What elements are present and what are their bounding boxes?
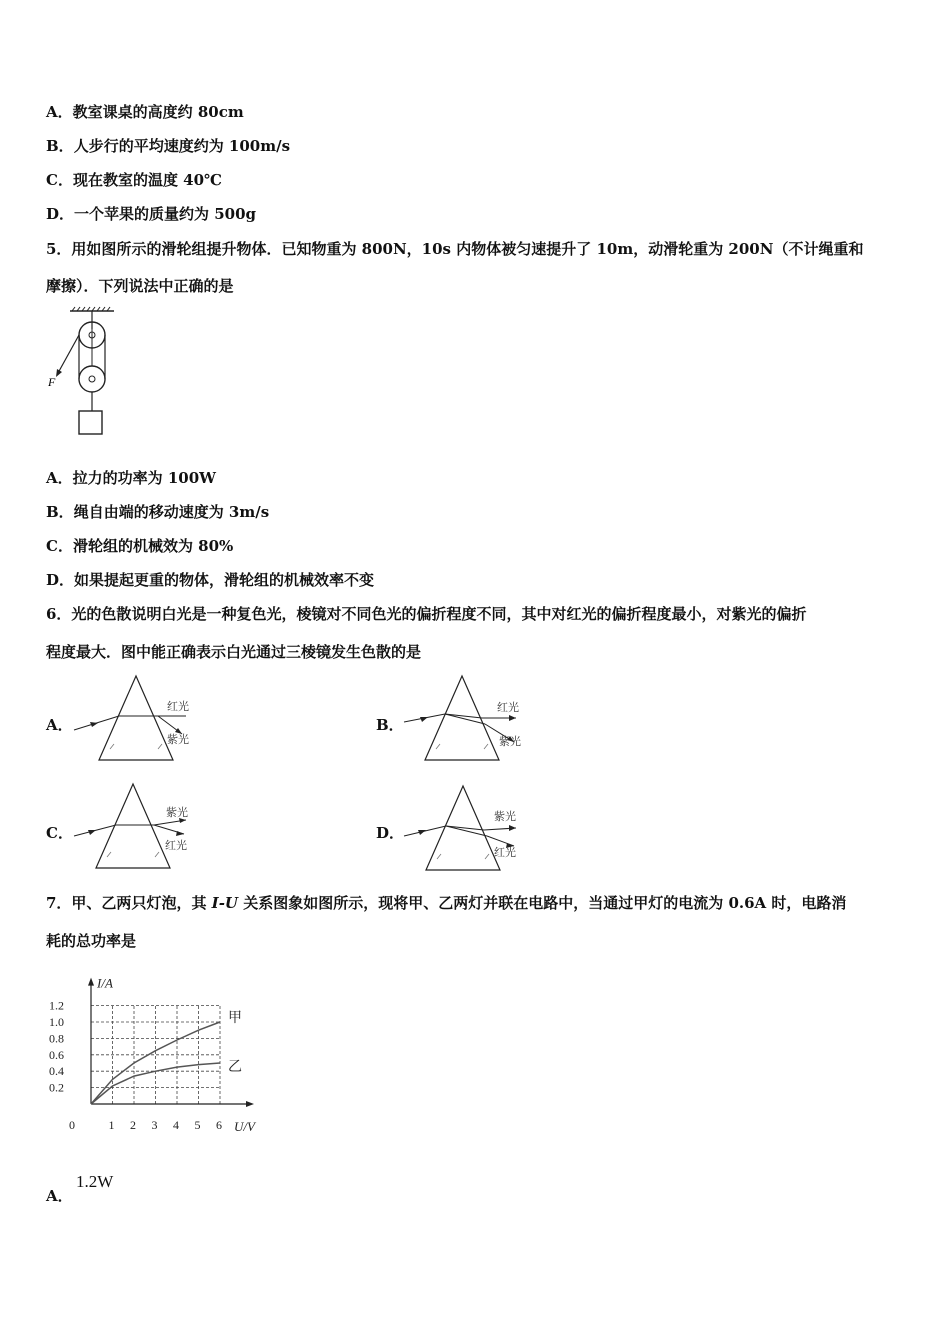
y-axis-arrow [88, 978, 94, 986]
q7-stem-line2: 耗的总功率是 [46, 932, 137, 950]
x-tick-label: 1 [108, 1118, 115, 1132]
x-tick-label: 3 [151, 1118, 158, 1132]
prism-d-top-label: 紫光 [494, 810, 516, 823]
q6-stem-line1: 6．光的色散说明白光是一种复色光，棱镜对不同色光的偏折程度不同，其中对红光的偏折程度最小，对紫光的偏折 [46, 605, 807, 623]
q5-option-c: C．滑轮组的机械效为 80% [46, 537, 234, 555]
q4-option-a: A．教室课桌的高度约 80cm [46, 103, 244, 121]
x-tick-label: 5 [194, 1118, 201, 1132]
q6-option-c-label: C． [46, 824, 73, 842]
prism-c-bottom-label: 红光 [165, 839, 187, 852]
y-tick-label: 0.8 [49, 1031, 64, 1046]
x-tick-label: 4 [173, 1118, 179, 1132]
prism-c-top-label: 紫光 [166, 806, 188, 819]
x-tick-label: 0 [69, 1118, 75, 1132]
prism-b-top-label: 红光 [497, 701, 519, 714]
q7-option-a-value: 1.2W [76, 1172, 114, 1191]
q5-option-b: B．绳自由端的移动速度为 3m/s [46, 503, 270, 521]
y-tick-label: 0.4 [49, 1064, 64, 1079]
prism-figure-b [402, 672, 532, 767]
q4-option-c: C．现在教室的温度 40℃ [46, 171, 223, 189]
iu-chart-svg [44, 962, 255, 1142]
pulley-figure [46, 305, 116, 440]
prism-b-bottom-label: 紫光 [499, 735, 521, 748]
y-tick-label: 1.0 [49, 1015, 64, 1029]
q4-option-b: B．人步行的平均速度约为 100m/s [46, 137, 291, 155]
force-label: F [48, 375, 56, 389]
prism-figure-d [402, 780, 532, 875]
prism-d-bottom-label: 红光 [494, 846, 516, 859]
y-axis-label: I/A [97, 975, 113, 991]
x-axis-arrow [246, 1101, 254, 1107]
q5-stem-line2: 摩擦）．下列说法中正确的是 [46, 277, 234, 295]
q6-option-a-label: A． [46, 716, 73, 734]
x-tick-label: 6 [216, 1118, 222, 1132]
y-tick-label: 0.2 [49, 1080, 64, 1095]
q6-option-b-label: B． [376, 716, 404, 734]
series-label: 乙 [228, 1059, 242, 1075]
q5-option-a: A．拉力的功率为 100W [46, 469, 217, 487]
x-tick-label: 2 [130, 1118, 136, 1132]
prism-a-bottom-label: 紫光 [167, 733, 189, 746]
y-tick-label: 1.2 [49, 998, 64, 1013]
q6-option-d-label: D． [376, 824, 405, 842]
y-tick-label: 0.6 [49, 1047, 64, 1062]
q7-stem-line1: 7．甲、乙两只灯泡，其 I-U 关系图象如图所示，现将甲、乙两灯并联在电路中，当通过甲灯的电流为 0.6A 时，电路消 [46, 894, 847, 912]
q4-option-d: D．一个苹果的质量约为 500g [46, 205, 257, 223]
x-axis-label: U/V [234, 1119, 255, 1134]
prism-figure-a [72, 672, 202, 767]
q5-stem-line1: 5．用如图所示的滑轮组提升物体．已知物重为 800N，10s 内物体被匀速提升了 10m，动滑轮重为 200N（不计绳重和 [46, 240, 864, 258]
prism-figure-c [72, 780, 202, 875]
q5-option-d: D．如果提起更重的物体，滑轮组的机械效率不变 [46, 571, 375, 589]
q7-option-a-label: A． [46, 1187, 73, 1205]
prism-a-top-label: 红光 [167, 700, 189, 713]
series-label: 甲 [228, 1010, 242, 1026]
iu-chart [44, 962, 255, 1142]
q6-stem-line2: 程度最大．图中能正确表示白光通过三棱镜发生色散的是 [46, 643, 422, 661]
